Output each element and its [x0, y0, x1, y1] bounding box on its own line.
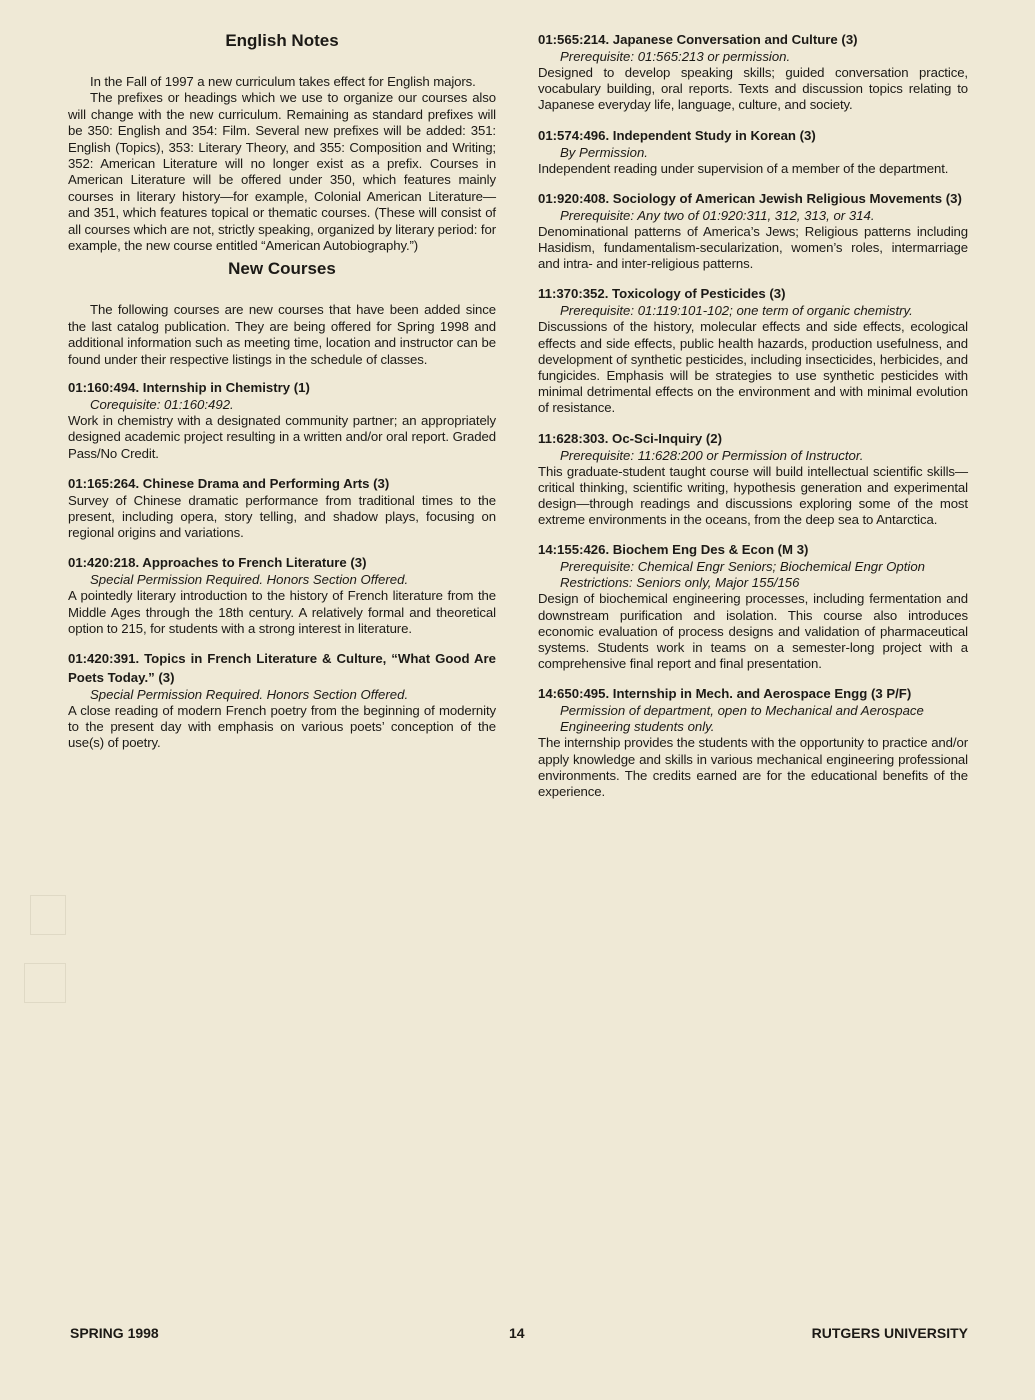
course-requirement: Prerequisite: Chemical Engr Seniors; Biochemical Engr Option Restrictions: Seniors only, Major 155/156: [560, 559, 926, 591]
course-title: 01:920:408. Sociology of American Jewish Religious Movements (3): [538, 190, 962, 206]
course-entry: [538, 30, 968, 114]
course-title: 01:420:218. Approaches to French Literature (3): [68, 555, 367, 571]
course-title: 11:628:303. Oc-Sci-Inquiry (2): [538, 430, 722, 446]
footer-institution: RUTGERS UNIVERSITY: [811, 1325, 968, 1341]
course-description: This graduate-student taught course will build intellectual scientific skills—critical thinking, scientific writing, hypothesis generation and experimental design—through readings and discussions exploring some of the most extreme environments in the oceans, from the deep sea to Antarctica.: [538, 463, 968, 528]
course-title: 01:165:264. Chinese Drama and Performing Arts (3): [68, 475, 390, 491]
course-requirement: Prerequisite: 01:565:213 or permission.: [560, 49, 791, 64]
course-entry: [68, 649, 496, 752]
course-description: Discussions of the history, molecular effects and side effects, ecological effects and side effects, public health hazards, production usefulness, and development of synthetic pesticides, including insecticides, herbicides, and fungicides. Emphasis will be strategies to use synthetic pesticides with minimal detrimental effects on the environment and with minimal evolution of resistance.: [538, 319, 968, 416]
course-entry: [538, 684, 968, 800]
course-title: 01:574:496. Independent Study in Korean (3): [538, 127, 816, 143]
course-title: 14:650:495. Internship in Mech. and Aerospace Engg (3 P/F): [538, 686, 912, 702]
course-description: Design of biochemical engineering processes, including fermentation and downstream purification and isolation. This course also introduces economic evaluation of process designs and validation of pharmaceutical systems. Students work in teams on a semester-long project with a comprehensive final report and final presentation.: [538, 591, 968, 672]
course-title: 14:155:426. Biochem Eng Des & Econ (M 3): [538, 542, 809, 558]
course-requirement: Prerequisite: Any two of 01:920:311, 312, 313, or 314.: [560, 207, 875, 223]
course-title: 01:420:391. Topics in French Literature & Culture, “What Good Are Poets Today.” (3): [68, 650, 496, 685]
course-requirement: Prerequisite: 11:628:200 or Permission of Instructor.: [560, 447, 864, 463]
course-title: 11:370:352. Toxicology of Pesticides (3): [538, 286, 786, 302]
footer-term: SPRING 1998: [70, 1325, 159, 1341]
english-notes-paragraph: In the Fall of 1997 a new curriculum takes effect for English majors.: [90, 74, 476, 89]
course-requirement: Corequisite: 01:160:492.: [90, 397, 234, 413]
right-column: [538, 30, 968, 812]
course-description: The internship provides the students with the opportunity to practice and/or apply knowledge and skills in various mechanical engineering professional environments. The credits earned are for the educational benefits of the experience.: [538, 735, 968, 800]
course-entry: [68, 378, 496, 462]
bleed-through-box: [24, 963, 66, 1003]
course-description: Survey of Chinese dramatic performance from traditional times to the present, including opera, story telling, and shadow plays, focusing on regional origins and variations.: [68, 492, 496, 541]
course-requirement: Special Permission Required. Honors Section Offered.: [90, 572, 409, 588]
course-requirement: Permission of department, open to Mechanical and Aerospace Engineering students only.: [560, 703, 924, 735]
course-entry: [538, 189, 968, 273]
course-requirement: Prerequisite: 01:119:101-102; one term of organic chemistry.: [560, 303, 913, 319]
course-entry: [538, 540, 968, 672]
course-description: Work in chemistry with a designated community partner; an appropriately designed academic project resulting in a written and/or oral report. Graded Pass/No Credit.: [68, 413, 496, 461]
left-column: [68, 30, 496, 764]
course-entry: [538, 284, 968, 416]
course-description: Independent reading under supervision of a member of the department.: [538, 160, 949, 176]
course-description: A close reading of modern French poetry from the beginning of modernity to the present day with emphasis on various poets’ conception of the use(s) of poetry.: [68, 702, 496, 751]
english-notes-paragraph: The prefixes or headings which we use to organize our courses also will change with the new curriculum. Remaining as standard prefixes will be 350: English and 354: Film. Several new prefixes will be added: 351: English (Topics), 353: Literary Theory, and 355: Composition and Writing; 352: American Literature will no longer exist as a prefix. Courses in American Literature will be offered under 350, which features mainly courses in literary history—for example, Colonial American Literature—and 351, which features topical or thematic courses. (These will consist of all courses which are not, strictly speaking, organized by literary period: for example, the new course entitled “American Autobiography.”): [68, 90, 496, 254]
new-courses-intro: The following courses are new courses that have been added since the last catalog publication. They are being offered for Spring 1998 and additional information such as meeting time, location and instructor can be found under their respective listings in the schedule of classes.: [68, 302, 496, 367]
bleed-through-box: [30, 895, 66, 935]
course-description: Designed to develop speaking skills; guided conversation practice, vocabulary building, oral reports. Texts and discussion topics relating to Japanese everyday life, language, culture, and society.: [538, 65, 968, 113]
course-entry: [538, 126, 968, 177]
course-description: A pointedly literary introduction to the history of French literature from the Middle Ages through the 18th century. A relatively formal and theoretical option to 215, for students with a strong interest in literature.: [68, 588, 496, 636]
course-entry: [68, 474, 496, 542]
course-entry: [538, 429, 968, 529]
course-requirement: Special Permission Required. Honors Section Offered.: [90, 686, 409, 702]
course-description: Denominational patterns of America’s Jews; Religious patterns including Hasidism, fundamentalism-secularization, women’s roles, intermarriage and intra- and inter-religious patterns.: [538, 223, 968, 272]
course-requirement: By Permission.: [560, 144, 648, 160]
course-title: 01:160:494. Internship in Chemistry (1): [68, 380, 310, 396]
new-courses-heading: New Courses: [228, 259, 336, 279]
english-notes-heading: English Notes: [225, 31, 339, 50]
page-number: 14: [509, 1325, 525, 1341]
course-entry: [68, 553, 496, 637]
course-title: 01:565:214. Japanese Conversation and Culture (3): [538, 32, 858, 47]
